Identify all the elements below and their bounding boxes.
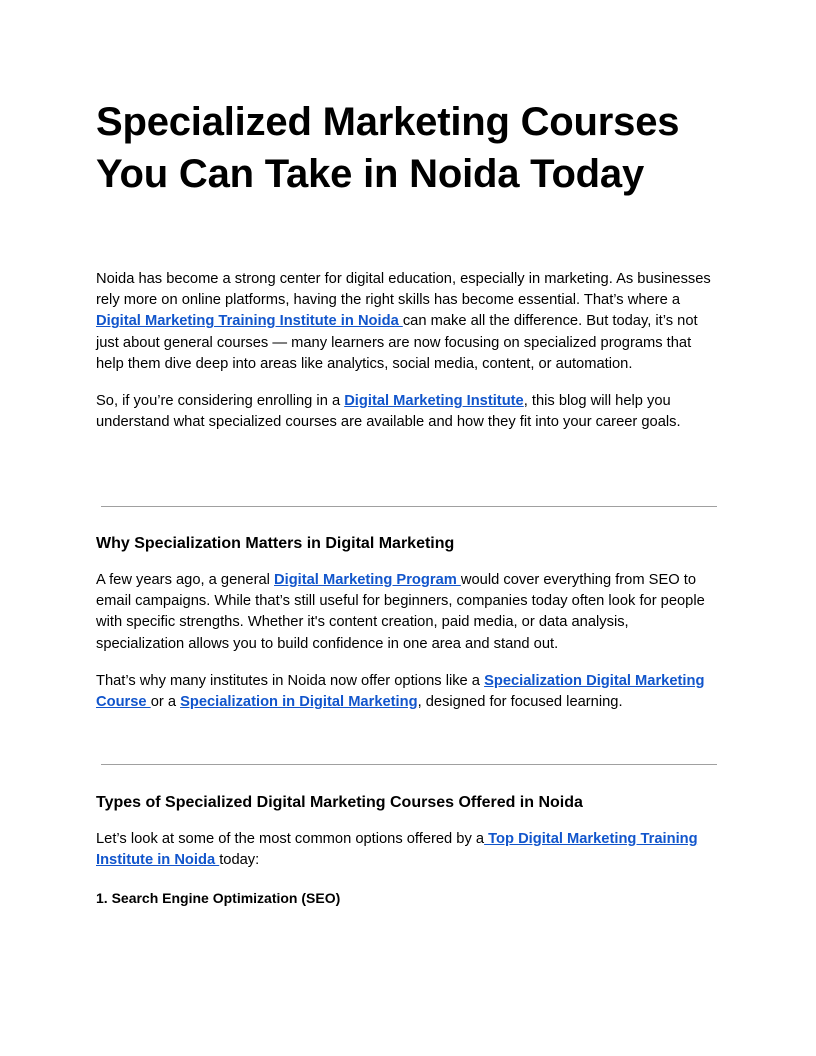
why-p2-text-after: , designed for focused learning.: [417, 694, 623, 711]
intro-p1-text-before: Noida has become a strong center for digital education, especially in marketing. As businesses rely more on online platforms, having the right skills has become essential. That’s where a: [96, 271, 711, 309]
horizontal-divider: [101, 764, 717, 765]
intro-section: [96, 269, 720, 433]
intro-p2-text-after: , this blog will help you understand what specialized courses are available and how they fit into your career goals.: [96, 393, 681, 431]
types-p1-text-before: Let’s look at some of the most common options offered by a: [96, 831, 485, 847]
link-digital-marketing-institute[interactable]: Digital Marketing Institute: [344, 393, 524, 410]
section-heading-types-of-courses: Types of Specialized Digital Marketing Courses Offered in Noida: [96, 794, 583, 811]
why-p2-text-mid: or a: [150, 694, 181, 711]
section-heading-why-specialization: Why Specialization Matters in Digital Marketing: [96, 535, 455, 552]
link-digital-marketing-program[interactable]: Digital Marketing Program: [274, 572, 461, 588]
types-paragraph-1: [96, 829, 720, 871]
intro-paragraph-1: [96, 269, 720, 375]
why-p1-text-after: would cover everything from SEO to email campaigns. While that’s still useful for beginners, companies today often look for people with specific strengths. Whether it's content creation, paid media, or data analysis, specialization allows you to build confidence in one area and stand out.: [96, 572, 705, 652]
why-specialization-section: [96, 570, 720, 713]
why-p2-text-before: That’s why many institutes in Noida now offer options like a: [96, 672, 485, 689]
types-p1-text-after: today:: [219, 852, 260, 869]
link-top-digital-marketing-training-institute-noida[interactable]: Top Digital Marketing Training Institute in Noida: [96, 831, 698, 869]
intro-paragraph-2: [96, 391, 720, 433]
link-digital-marketing-training-institute-noida[interactable]: Digital Marketing Training Institute in Noida: [96, 313, 403, 330]
subheading-seo: 1. Search Engine Optimization (SEO): [96, 890, 341, 906]
types-section: [96, 829, 720, 871]
link-specialization-digital-marketing-course[interactable]: Specialization Digital Marketing Course: [96, 672, 705, 711]
link-specialization-in-digital-marketing[interactable]: Specialization in Digital Marketing: [180, 694, 418, 711]
why-p1-text-before: A few years ago, a general: [96, 572, 274, 588]
document-title: Specialized Marketing Courses You Can Take in Noida Today: [96, 100, 680, 196]
intro-p2-text-before: So, if you’re considering enrolling in a: [96, 393, 345, 410]
why-paragraph-2: [96, 671, 720, 713]
why-paragraph-1: [96, 570, 720, 655]
horizontal-divider: [101, 506, 717, 507]
intro-p1-text-after: can make all the difference. But today, it’s not just about general courses — many learners are now focusing on specialized programs that help them dive deep into areas like analytics, social media, content, or automation.: [96, 313, 698, 372]
